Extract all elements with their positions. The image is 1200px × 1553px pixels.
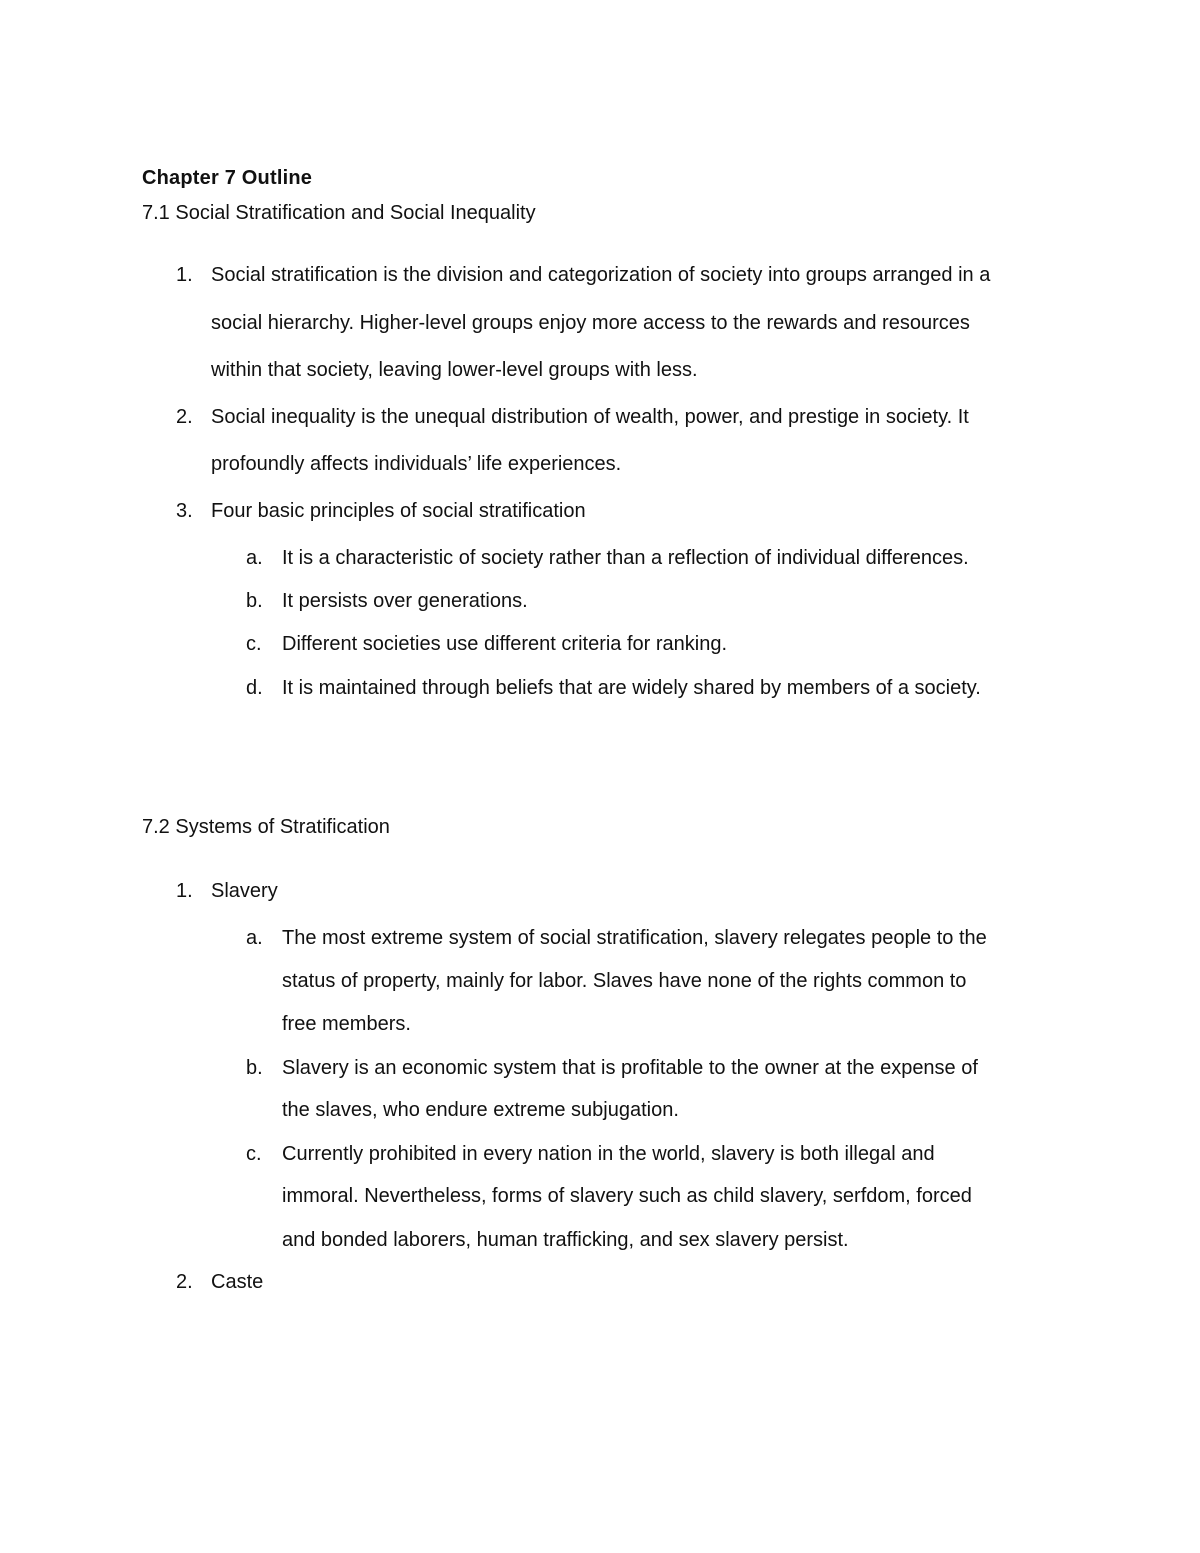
- list-item-line: social hierarchy. Higher-level groups enjoy more access to the rewards and resources: [211, 312, 970, 334]
- sublist-item-line: and bonded laborers, human trafficking, and sex slavery persist.: [282, 1229, 849, 1251]
- sublist-item-line: It is a characteristic of society rather than a reflection of individual differences.: [282, 547, 969, 569]
- list-item-line: Four basic principles of social stratification: [211, 500, 586, 522]
- list-item-line: profoundly affects individuals’ life experiences.: [211, 453, 622, 475]
- document-title: Chapter 7 Outline: [142, 167, 313, 189]
- list-item-line: Slavery: [211, 880, 278, 902]
- list-number: 2.: [176, 1271, 193, 1293]
- sublist-letter: c.: [246, 633, 262, 655]
- sublist-letter: c.: [246, 1143, 262, 1165]
- sublist-item-line: Different societies use different criteria for ranking.: [282, 633, 728, 655]
- list-number: 1.: [176, 264, 193, 286]
- list-number: 2.: [176, 406, 193, 428]
- sublist-item-line: It is maintained through beliefs that are widely shared by members of a society.: [282, 677, 981, 699]
- sublist-letter: d.: [246, 677, 263, 699]
- sublist-item-line: The most extreme system of social stratification, slavery relegates people to the: [282, 927, 987, 949]
- section-heading: 7.1 Social Stratification and Social Inequality: [142, 202, 536, 224]
- list-number: 1.: [176, 880, 193, 902]
- sublist-letter: a.: [246, 547, 263, 569]
- sublist-item-line: status of property, mainly for labor. Slaves have none of the rights common to: [282, 970, 967, 992]
- sublist-item-line: Slavery is an economic system that is profitable to the owner at the expense of: [282, 1057, 978, 1079]
- list-item-line: Social stratification is the division and categorization of society into groups arranged in a: [211, 264, 991, 286]
- sublist-item-line: immoral. Nevertheless, forms of slavery such as child slavery, serfdom, forced: [282, 1185, 972, 1207]
- list-item-line: Social inequality is the unequal distribution of wealth, power, and prestige in society. It: [211, 406, 969, 428]
- sublist-item-line: free members.: [282, 1013, 411, 1035]
- sublist-letter: b.: [246, 590, 263, 612]
- sublist-letter: b.: [246, 1057, 263, 1079]
- list-number: 3.: [176, 500, 193, 522]
- sublist-item-line: the slaves, who endure extreme subjugation.: [282, 1099, 679, 1121]
- list-item-line: Caste: [211, 1271, 264, 1293]
- sublist-letter: a.: [246, 927, 263, 949]
- sublist-item-line: Currently prohibited in every nation in the world, slavery is both illegal and: [282, 1143, 935, 1165]
- section-heading: 7.2 Systems of Stratification: [142, 816, 390, 838]
- list-item-line: within that society, leaving lower-level groups with less.: [211, 359, 698, 381]
- sublist-item-line: It persists over generations.: [282, 590, 528, 612]
